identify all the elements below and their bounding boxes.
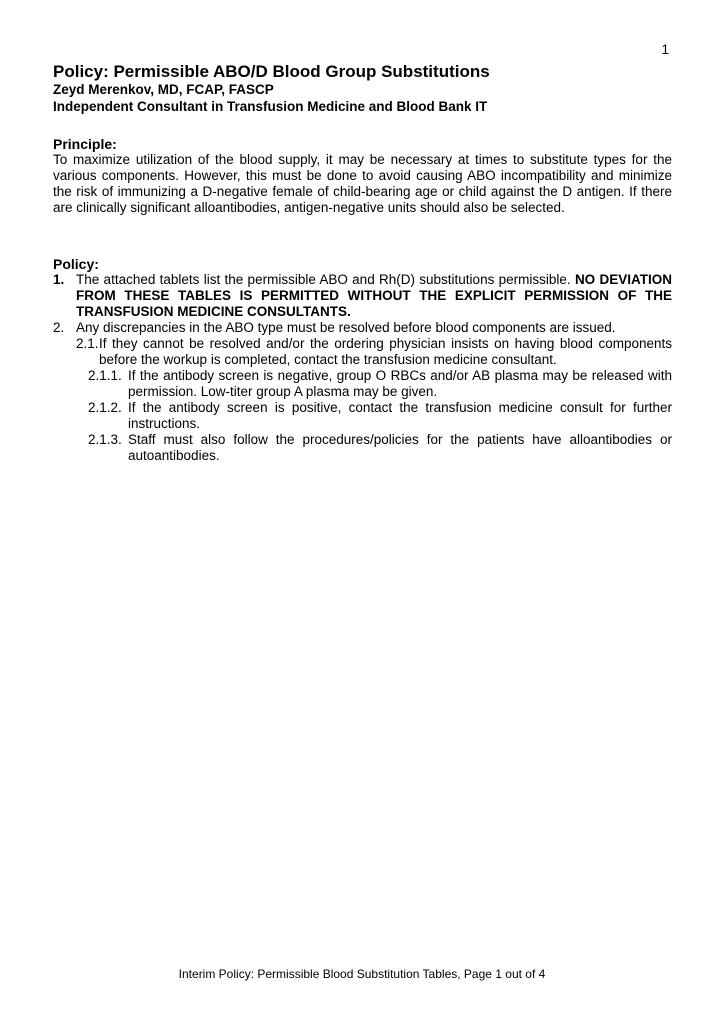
policy-item-1	[53, 272, 672, 320]
principle-heading: Principle:	[53, 136, 117, 152]
policy-item-2-1-1	[88, 368, 672, 400]
policy-heading: Policy:	[53, 256, 99, 272]
item-number: 2.1.1.	[88, 368, 122, 383]
policy-item-2-1	[76, 336, 672, 368]
page-number: 1	[661, 42, 669, 57]
principle-section	[53, 136, 672, 216]
author: Zeyd Merenkov, MD, FCAP, FASCP	[53, 82, 274, 97]
item-text: The attached tablets list the permissible ABO and Rh(D) substitutions permissible.	[76, 272, 575, 287]
policy-item-2	[53, 320, 672, 336]
item-number: 2.	[53, 320, 65, 335]
item-text: Any discrepancies in the ABO type must be resolved before blood components are issued.	[76, 320, 616, 335]
affiliation: Independent Consultant in Transfusion Medicine and Blood Bank IT	[53, 99, 488, 114]
item-bold-text: NO DEVIATION FROM THESE TABLES IS PERMITTED WITHOUT THE EXPLICIT PERMISSION OF THE TRANSFUSION MEDICINE CONSULTANTS.	[76, 272, 672, 319]
item-number: 2.1.3.	[88, 432, 122, 447]
item-number: 1.	[53, 272, 65, 287]
policy-item-2-1-2	[88, 400, 672, 432]
principle-text: To maximize utilization of the blood supply, it may be necessary at times to substitute types for the various components. However, this must be done to avoid causing ABO incompatibility and minimize the risk of immunizing a D-negative female of child-bearing age or child against the D antigen. If there are clinically significant alloantibodies, antigen-negative units should also be selected.	[53, 152, 672, 215]
page-footer: Interim Policy: Permissible Blood Substitution Tables, Page 1 out of 4	[178, 967, 546, 981]
item-text: If the antibody screen is negative, group O RBCs and/or AB plasma may be released with permission. Low-titer group A plasma may be given.	[128, 368, 672, 399]
item-text: Staff must also follow the procedures/policies for the patients have alloantibodies or autoantibodies.	[128, 432, 672, 463]
policy-item-2-1-3	[88, 432, 672, 464]
item-number: 2.1.2.	[88, 400, 122, 415]
item-text: If the antibody screen is positive, contact the transfusion medicine consult for further instructions.	[128, 400, 672, 431]
item-text: If they cannot be resolved and/or the ordering physician insists on having blood components before the workup is completed, contact the transfusion medicine consultant.	[99, 336, 672, 367]
document-title: Policy: Permissible ABO/D Blood Group Substitutions	[53, 62, 490, 81]
policy-section	[53, 256, 672, 464]
item-number: 2.1.	[76, 336, 99, 351]
